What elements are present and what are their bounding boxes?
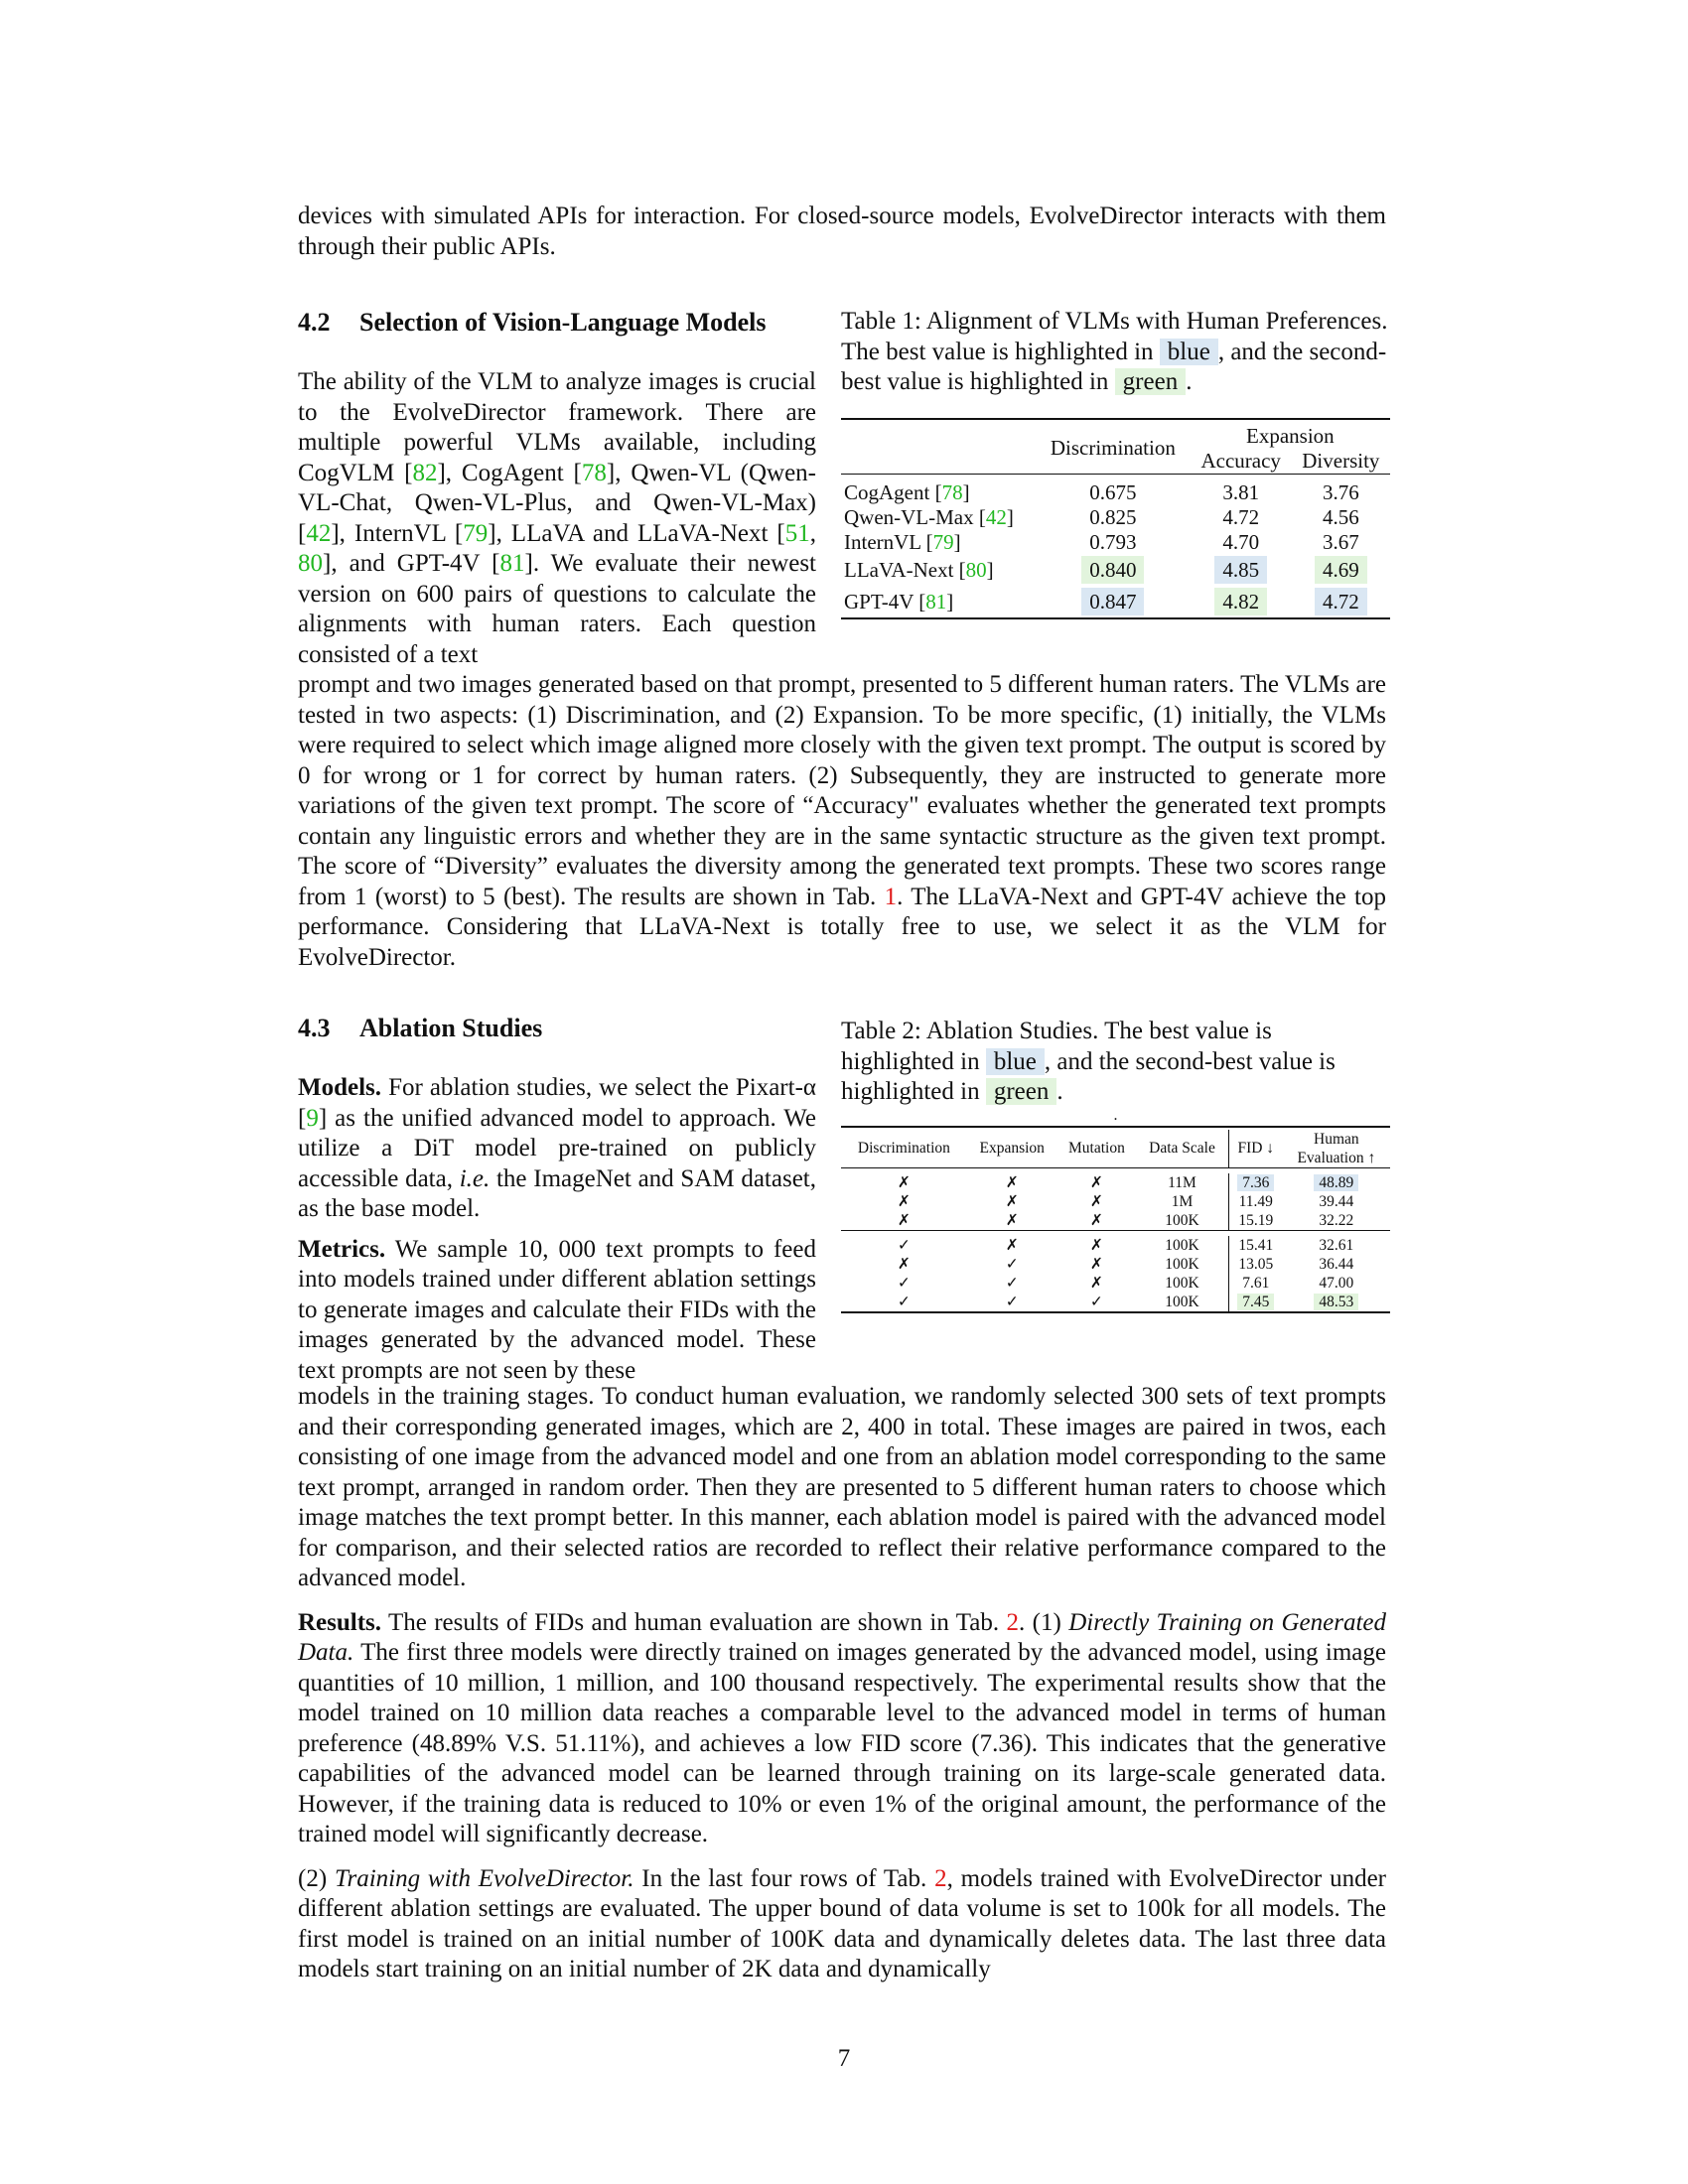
blue-swatch: blue (986, 1048, 1045, 1075)
page-number: 7 (837, 2045, 851, 2072)
intro-paragraph (298, 202, 1386, 262)
table-row: ✗ ✗ ✗ 100K 15.19 32.22 (897, 1211, 1354, 1229)
table-row: ✓ ✓ ✗ 100K 7.61 47.00 (897, 1274, 1354, 1292)
section-number: 4.3 (298, 1014, 331, 1042)
vlm-paragraph-start: The ability of the VLM to analyze images is crucial to the EvolveDirector framework. There are multiple powerful VLMs available, including CogVLM [82], CogAgent [78], Qwen-VL (Qwen-VL-Chat, Qwen-VL-Plus, and Qwen-VL-Max) [42], InternVL [79], LLaVA and LLaVA-Next [51, 80], and GPT-4V [81]. We evaluate their newest version on 600 pairs of questions to calculate the alignments with human raters. Each question consisted of a text (298, 368, 817, 668)
metrics-paragraph-end: models in the training stages. To conduct human evaluation, we randomly selected 300 sets of text prompts and their corresponding generated images, which are 2, 400 in total. These images are paired in twos, each consisting of one image from the advanced model and one from an ablation model corresponding to the same text prompt, arranged in random order. Then they are presented to 5 different human raters to choose which image matches the text prompt better. In this manner, each ablation model is paired with the advanced model for comparison, and their selected ratios are recorded to reflect their relative performance compared to the advanced model. (298, 1383, 1386, 1591)
section-title: Selection of Vision-Language Models (359, 308, 767, 337)
table-1-grid (841, 418, 1390, 620)
table-row: ✓ ✗ ✗ 100K 15.41 32.61 (897, 1236, 1354, 1254)
table-row: Qwen-VL-Max [42] 0.825 4.72 4.56 (844, 504, 1359, 529)
table-1 (841, 307, 1390, 620)
section-4-3-para-narrow (298, 1073, 816, 1386)
table-row: ✓ ✓ ✓ 100K 7.45 48.53 (841, 1293, 1390, 1312)
models-paragraph: Models. For ablation studies, we select the Pixart-α [9] as the unified advanced model to approach. We utilize a DiT model pre-trained on publicly accessible data, i.e. the ImageNet and SAM dataset, as the base model. (298, 1074, 816, 1222)
table-2-grid: Discrimination Expansion Mutation Data Scale FID ↓ Human Evaluation ↑ ✗ ✗ ✗ 11M 7.36 48.89 ✗ ✗ ✗ 1M 11.49 39.44 ✗ ✗ ✗ 100K 15.19 32.22 ✓ ✗ ✗ 100K 15.41 32.61 ✗ ✓ ✗ 100K 13.05 36.44 ✓ ✓ ✗ 100K 7.61 47.00 ✓ ✓ ✓ 100K 7.45 48.53 (841, 1126, 1390, 1314)
table-row: InternVL [79] 0.793 4.70 3.67 (844, 529, 1359, 554)
table-row: GPT-4V [81] 0.847 4.82 4.72 (841, 587, 1390, 618)
table-row: ✗ ✗ ✗ 11M 7.36 48.89 (841, 1173, 1390, 1192)
col-expansion: Expansion (1246, 423, 1335, 448)
metrics-paragraph-start: Metrics. We sample 10, 000 text prompts to feed into models trained under different ablation settings to generate images and calculate their FIDs with the images generated by the advanced model. These text prompts are not seen by these (298, 1235, 816, 1384)
table-2-caption: Table 2: Ablation Studies. The best value is highlighted in blue , and the second-best value is highlighted in green . (841, 1018, 1336, 1105)
col-accuracy: Accuracy (1200, 448, 1281, 473)
section-number: 4.2 (298, 308, 331, 337)
table-row: ✗ ✗ ✗ 1M 11.49 39.44 (897, 1192, 1354, 1210)
table-2-dot: . (1113, 1106, 1118, 1124)
vlm-paragraph-end: prompt and two images generated based on that prompt, presented to 5 different human raters. The VLMs are tested in two aspects: (1) Discrimination, and (2) Expansion. To be more specific, (1) initially, the VLMs were required to select which image aligned more closely with the given text prompt. The output is scored by 0 for wrong or 1 for correct by human raters. (2) Subsequently, they are instructed to generate more variations of the given text prompt. The score of “Accuracy" evaluates whether the generated text prompts contain any linguistic errors and whether they are in the same syntactic structure as the given text prompt. The score of “Diversity” evaluates the diversity among the generated text prompts. These two scores range from 1 (worst) to 5 (best). The results are shown in Tab. 1. The LLaVA-Next and GPT-4V achieve the top performance. Considering that LLaVA-Next is totally free to use, we select it as the VLM for EvolveDirector. (298, 671, 1386, 971)
intro-text: devices with simulated APIs for interaction. For closed-source models, EvolveDirector interacts with them through their public APIs. (298, 203, 1386, 260)
section-4-3-heading (298, 1013, 816, 1044)
blue-swatch: blue (1160, 339, 1218, 365)
results-paragraph: Results. The results of FIDs and human evaluation are shown in Tab. 2. (1) Directly Training on Generated Data. The first three models were directly trained on images generated by the advanced model, using image quantities of 10 million, 1 million, and 100 thousand respectively. The experimental results show that the model trained on 10 million data reaches a comparable level to the advanced model in terms of human preference (48.89% V.S. 51.11%), and achieves a low FID score (7.36). This indicates that the generative capabilities of the advanced model can be learned through training on its large-scale generated data. However, if the training data is reduced to 10% or even 1% of the original amount, the performance of the trained model will significantly decrease. (298, 1608, 1386, 1847)
green-swatch: green (986, 1078, 1057, 1105)
col-discrimination: Discrimination (1050, 436, 1176, 460)
section-4-2-para-narrow (298, 367, 816, 670)
section-4-2-para-full (298, 670, 1386, 973)
table-row: CogAgent [78] 0.675 3.81 3.76 (844, 479, 1359, 504)
table-1-caption: Table 1: Alignment of VLMs with Human Preferences. The best value is highlighted in blue , and the second-best value is highlighted in green . (841, 308, 1388, 395)
evolvedirector-paragraph: (2) Training with EvolveDirector. In the last four rows of Tab. 2, models trained with EvolveDirector under different ablation settings are evaluated. The upper bound of data volume is set to 100k for all models. The first model is trained on an initial number of 100K data and dynamically deletes data. The last three data models start training on an initial number of 2K data and dynamically (298, 1864, 1386, 1982)
green-swatch: green (1115, 368, 1187, 395)
col-diversity: Diversity (1302, 448, 1380, 473)
table-row: LLaVA-Next [80] 0.840 4.85 4.69 (841, 555, 1390, 587)
section-title: Ablation Studies (359, 1014, 543, 1042)
section-4-3-para-full (298, 1382, 1386, 1985)
table-row: ✗ ✓ ✗ 100K 13.05 36.44 (897, 1255, 1354, 1273)
table-2 (841, 1017, 1390, 1314)
section-4-2-heading (298, 307, 816, 339)
